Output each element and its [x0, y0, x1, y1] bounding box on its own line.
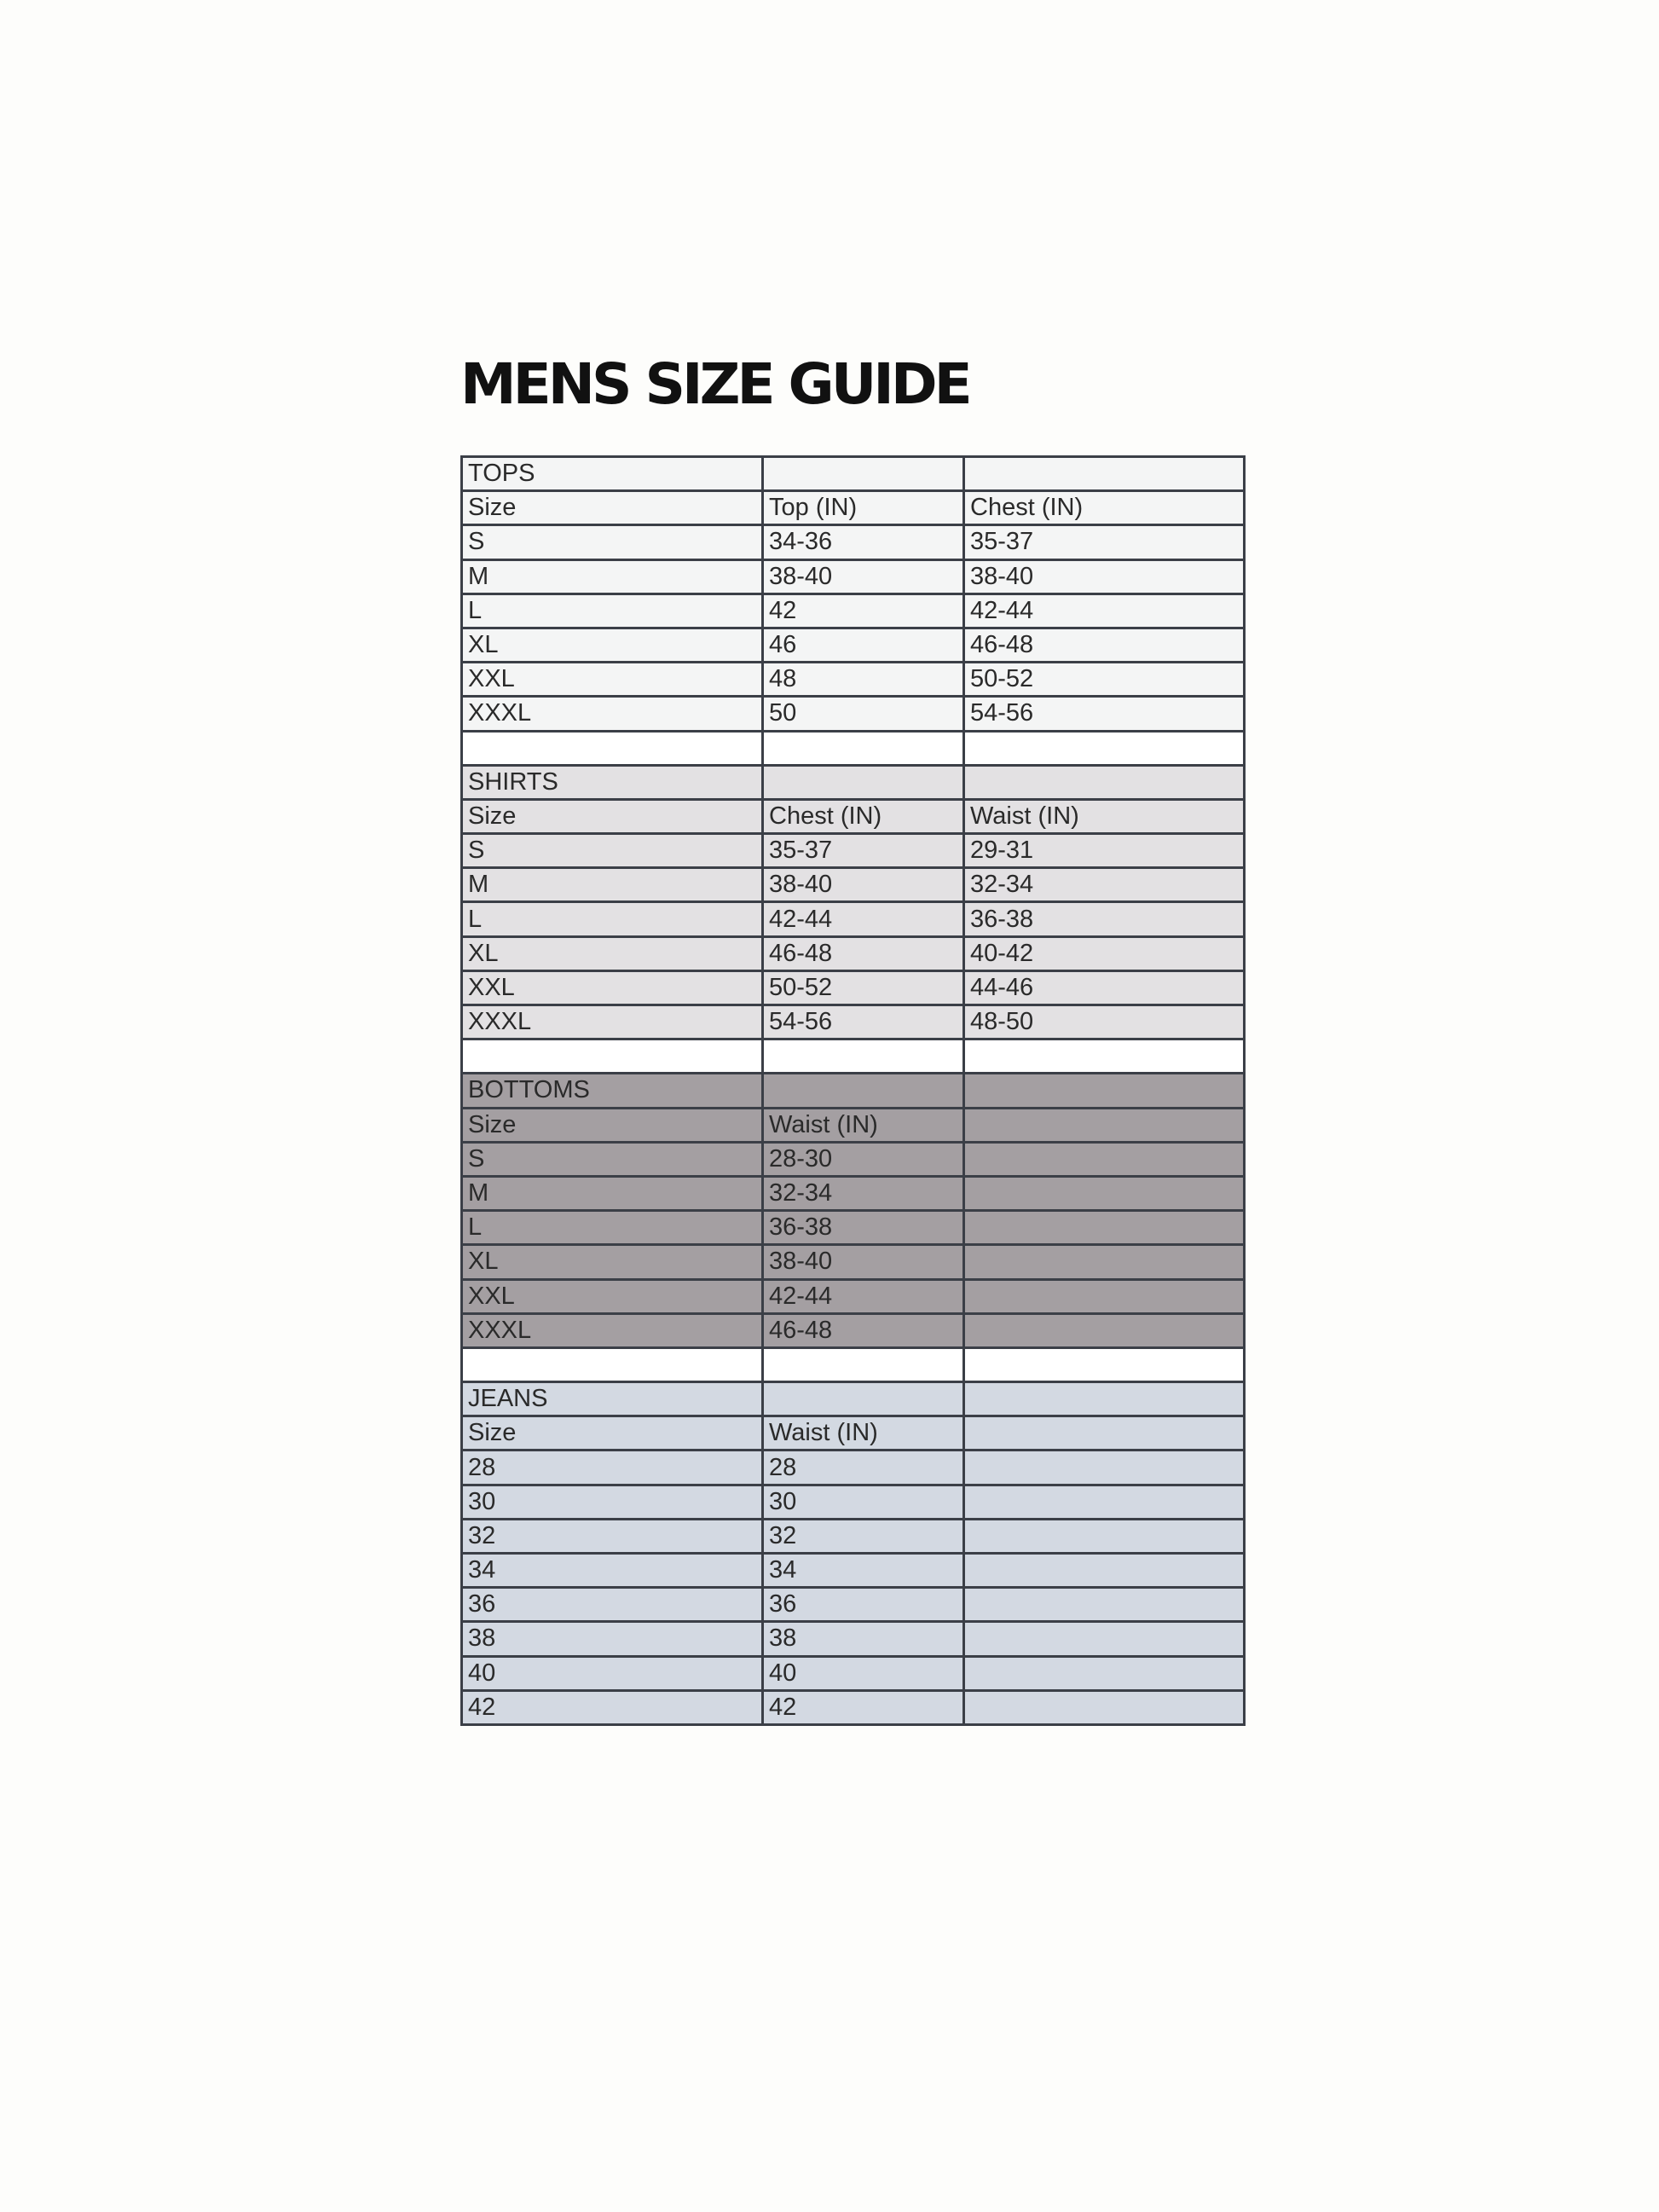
- table-row: [462, 1690, 1245, 1724]
- table-row: [462, 936, 1245, 970]
- table-row: [462, 902, 1245, 936]
- column-header: Waist (IN): [763, 1108, 964, 1142]
- empty-cell: [763, 731, 964, 765]
- table-cell: [964, 1142, 1245, 1176]
- empty-cell: [462, 1039, 763, 1074]
- empty-cell: [964, 1039, 1245, 1074]
- table-cell: 42-44: [763, 902, 964, 936]
- section-title-jeans: JEANS: [462, 1382, 763, 1416]
- table-cell: XXXL: [462, 1005, 763, 1039]
- empty-cell: [763, 1039, 964, 1074]
- table-cell: 46: [763, 628, 964, 662]
- table-cell: 30: [763, 1485, 964, 1519]
- table-cell: 30: [462, 1485, 763, 1519]
- empty-cell: [964, 1382, 1245, 1416]
- table-row: [462, 868, 1245, 902]
- spacer-row: [462, 731, 1245, 765]
- table-cell: 40: [462, 1656, 763, 1690]
- column-header: Chest (IN): [964, 491, 1245, 525]
- table-cell: 50-52: [763, 970, 964, 1005]
- table-cell: 44-46: [964, 970, 1245, 1005]
- table-row: [462, 1656, 1245, 1690]
- table-cell: 29-31: [964, 834, 1245, 868]
- table-cell: [964, 1211, 1245, 1245]
- table-cell: 32: [462, 1519, 763, 1553]
- table-row: [462, 1451, 1245, 1485]
- table-cell: 38: [462, 1622, 763, 1656]
- table-cell: 34-36: [763, 525, 964, 559]
- empty-cell: [763, 457, 964, 491]
- section-title-shirts: SHIRTS: [462, 765, 763, 799]
- empty-cell: [462, 1347, 763, 1381]
- table-cell: XL: [462, 628, 763, 662]
- table-cell: 50: [763, 697, 964, 731]
- table-cell: 38-40: [763, 1245, 964, 1279]
- table-cell: 28: [462, 1451, 763, 1485]
- column-header: [964, 1416, 1245, 1451]
- column-header: Waist (IN): [763, 1416, 964, 1451]
- empty-cell: [763, 1074, 964, 1108]
- table-cell: 54-56: [964, 697, 1245, 731]
- table-row: [462, 970, 1245, 1005]
- empty-cell: [763, 1347, 964, 1381]
- table-cell: 42: [763, 594, 964, 628]
- column-header: Size: [462, 799, 763, 833]
- table-cell: 38-40: [763, 868, 964, 902]
- table-cell: [964, 1279, 1245, 1313]
- section-title-tops: TOPS: [462, 457, 763, 491]
- column-header: Waist (IN): [964, 799, 1245, 833]
- header-row-jeans: [462, 1416, 1245, 1451]
- table-cell: [964, 1313, 1245, 1347]
- table-row: [462, 663, 1245, 697]
- column-header: Top (IN): [763, 491, 964, 525]
- table-cell: XXXL: [462, 697, 763, 731]
- header-row-tops: [462, 491, 1245, 525]
- table-cell: 32-34: [964, 868, 1245, 902]
- table-cell: 46-48: [964, 628, 1245, 662]
- table-cell: [964, 1690, 1245, 1724]
- table-cell: 32: [763, 1519, 964, 1553]
- table-cell: 28-30: [763, 1142, 964, 1176]
- table-cell: M: [462, 1176, 763, 1210]
- table-row: [462, 628, 1245, 662]
- table-row: [462, 834, 1245, 868]
- table-cell: XXL: [462, 663, 763, 697]
- empty-cell: [964, 1347, 1245, 1381]
- empty-cell: [964, 457, 1245, 491]
- table-cell: 42: [462, 1690, 763, 1724]
- section-title-row-shirts: [462, 765, 1245, 799]
- column-header: Size: [462, 1108, 763, 1142]
- table-cell: 35-37: [763, 834, 964, 868]
- table-cell: XXXL: [462, 1313, 763, 1347]
- table-row: [462, 697, 1245, 731]
- table-cell: 48-50: [964, 1005, 1245, 1039]
- spacer-row: [462, 1347, 1245, 1381]
- table-cell: [964, 1176, 1245, 1210]
- empty-cell: [964, 731, 1245, 765]
- table-cell: 46-48: [763, 1313, 964, 1347]
- column-header: [964, 1108, 1245, 1142]
- table-cell: XL: [462, 936, 763, 970]
- empty-cell: [763, 1382, 964, 1416]
- table-cell: L: [462, 594, 763, 628]
- table-cell: 36-38: [763, 1211, 964, 1245]
- table-cell: 36: [763, 1588, 964, 1622]
- table-cell: [964, 1554, 1245, 1588]
- table-cell: [964, 1245, 1245, 1279]
- table-cell: 36-38: [964, 902, 1245, 936]
- table-row: [462, 1279, 1245, 1313]
- table-cell: [964, 1588, 1245, 1622]
- table-cell: 34: [462, 1554, 763, 1588]
- size-table-body: [462, 457, 1245, 1725]
- empty-cell: [964, 765, 1245, 799]
- empty-cell: [964, 1074, 1245, 1108]
- section-title-row-jeans: [462, 1382, 1245, 1416]
- table-row: [462, 1622, 1245, 1656]
- table-cell: 40-42: [964, 936, 1245, 970]
- table-cell: [964, 1451, 1245, 1485]
- table-cell: M: [462, 868, 763, 902]
- table-cell: 38: [763, 1622, 964, 1656]
- table-cell: 42-44: [763, 1279, 964, 1313]
- header-row-bottoms: [462, 1108, 1245, 1142]
- table-cell: XXL: [462, 970, 763, 1005]
- table-row: [462, 1588, 1245, 1622]
- table-cell: 50-52: [964, 663, 1245, 697]
- table-cell: S: [462, 525, 763, 559]
- table-cell: [964, 1519, 1245, 1553]
- table-cell: [964, 1485, 1245, 1519]
- table-cell: 28: [763, 1451, 964, 1485]
- table-row: [462, 594, 1245, 628]
- table-row: [462, 559, 1245, 594]
- table-row: [462, 1005, 1245, 1039]
- table-cell: 38-40: [763, 559, 964, 594]
- column-header: Chest (IN): [763, 799, 964, 833]
- table-row: [462, 1211, 1245, 1245]
- column-header: Size: [462, 491, 763, 525]
- table-cell: XL: [462, 1245, 763, 1279]
- table-cell: XXL: [462, 1279, 763, 1313]
- page-title: MENS SIZE GUIDE: [460, 351, 969, 417]
- table-row: [462, 1519, 1245, 1553]
- table-cell: 42: [763, 1690, 964, 1724]
- table-cell: L: [462, 902, 763, 936]
- spacer-row: [462, 1039, 1245, 1074]
- empty-cell: [763, 765, 964, 799]
- table-cell: L: [462, 1211, 763, 1245]
- table-cell: 48: [763, 663, 964, 697]
- table-row: [462, 1176, 1245, 1210]
- table-cell: S: [462, 834, 763, 868]
- section-title-bottoms: BOTTOMS: [462, 1074, 763, 1108]
- column-header: Size: [462, 1416, 763, 1451]
- section-title-row-bottoms: [462, 1074, 1245, 1108]
- table-cell: [964, 1622, 1245, 1656]
- table-cell: 35-37: [964, 525, 1245, 559]
- table-row: [462, 1313, 1245, 1347]
- table-row: [462, 525, 1245, 559]
- size-guide-table: [460, 455, 1246, 1726]
- table-cell: S: [462, 1142, 763, 1176]
- section-title-row-tops: [462, 457, 1245, 491]
- table-row: [462, 1554, 1245, 1588]
- table-cell: 34: [763, 1554, 964, 1588]
- table-cell: [964, 1656, 1245, 1690]
- table-row: [462, 1142, 1245, 1176]
- table-cell: 40: [763, 1656, 964, 1690]
- header-row-shirts: [462, 799, 1245, 833]
- table-cell: 42-44: [964, 594, 1245, 628]
- table-row: [462, 1485, 1245, 1519]
- table-cell: 54-56: [763, 1005, 964, 1039]
- empty-cell: [462, 731, 763, 765]
- table-cell: 36: [462, 1588, 763, 1622]
- table-cell: 32-34: [763, 1176, 964, 1210]
- table-row: [462, 1245, 1245, 1279]
- table-cell: M: [462, 559, 763, 594]
- table-cell: 38-40: [964, 559, 1245, 594]
- table-cell: 46-48: [763, 936, 964, 970]
